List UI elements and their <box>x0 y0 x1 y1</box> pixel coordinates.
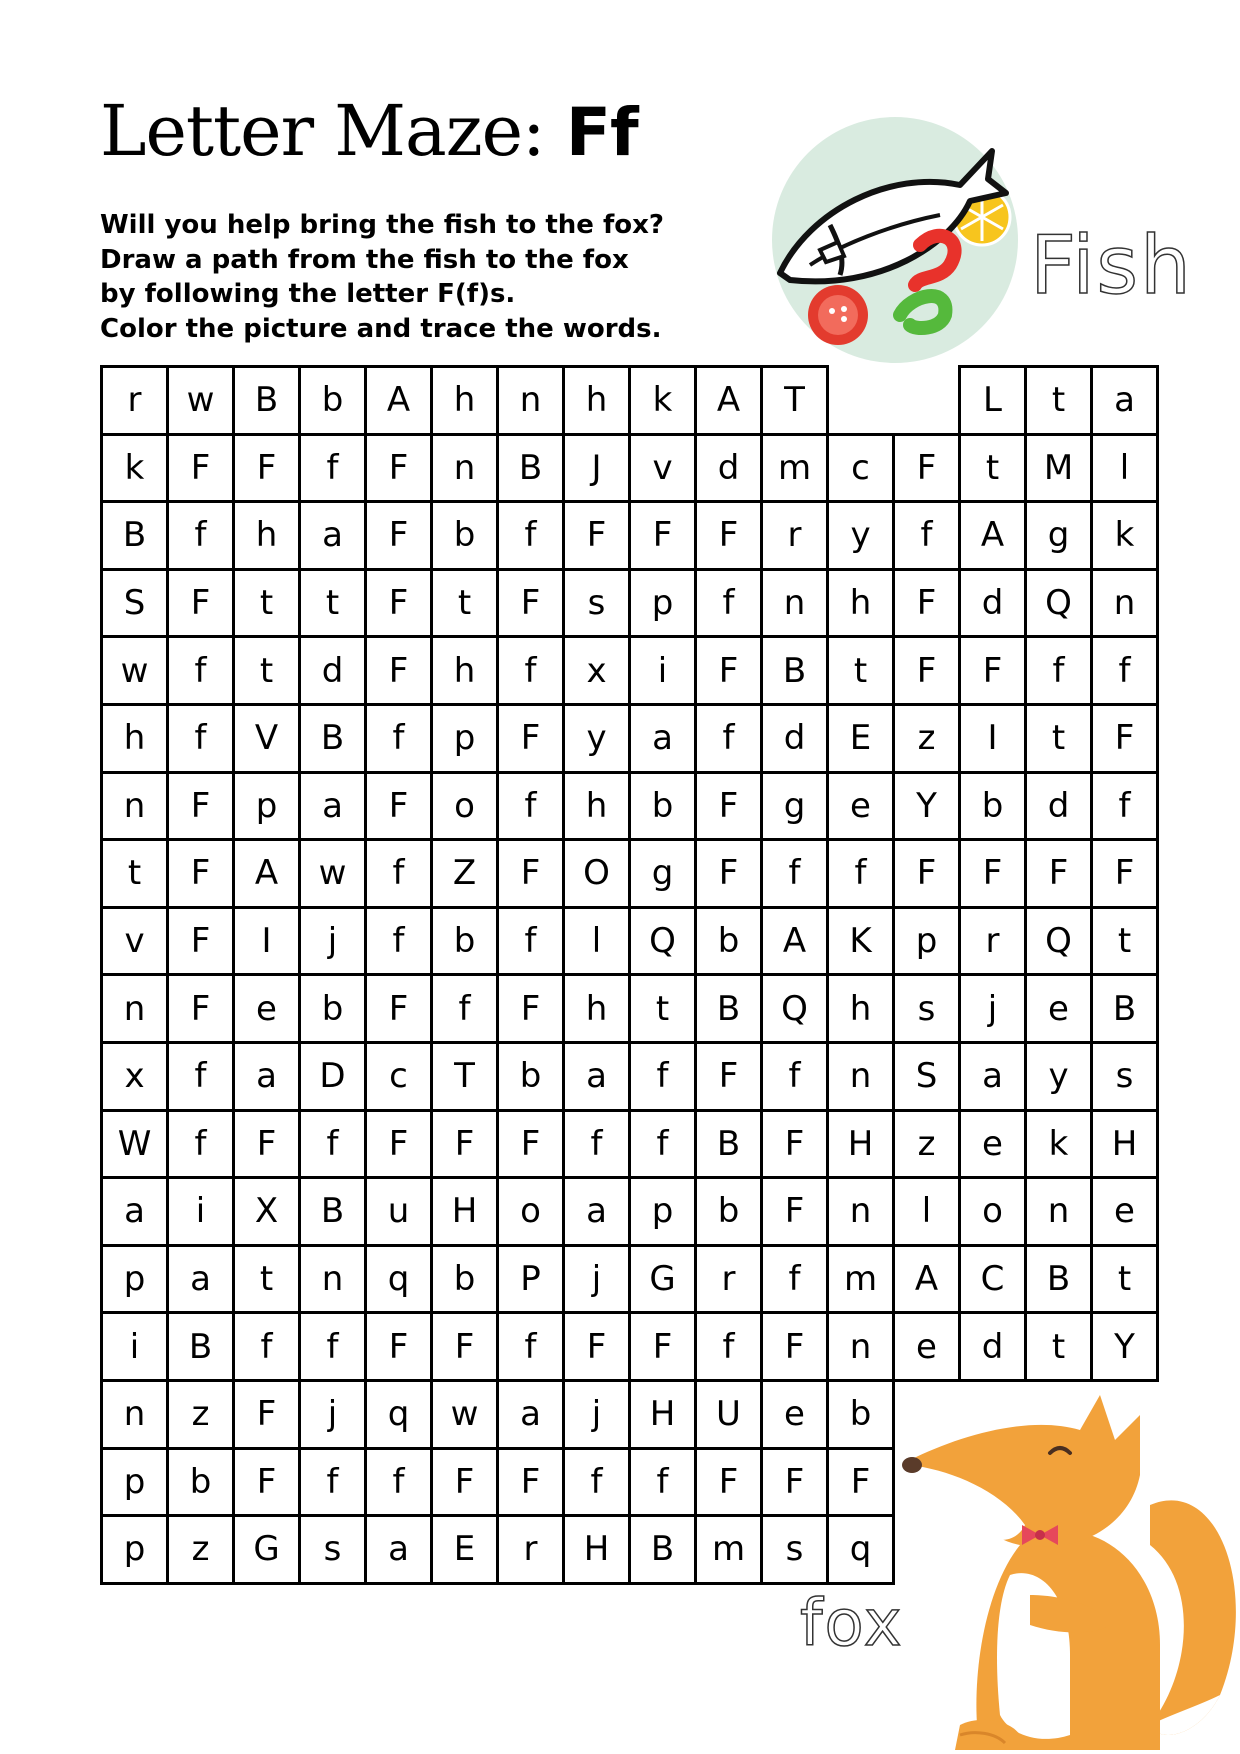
maze-cell[interactable]: F <box>496 1447 565 1518</box>
maze-cell[interactable]: f <box>496 1311 565 1382</box>
maze-cell[interactable]: h <box>826 568 895 639</box>
maze-cell[interactable]: F <box>760 1311 829 1382</box>
maze-cell[interactable]: t <box>1024 365 1093 436</box>
maze-cell[interactable]: t <box>100 838 169 909</box>
maze-cell[interactable]: r <box>694 1244 763 1315</box>
maze-cell[interactable]: F <box>694 1447 763 1518</box>
maze-cell[interactable]: b <box>430 500 499 571</box>
maze-cell[interactable]: F <box>166 973 235 1044</box>
maze-cell[interactable]: p <box>430 703 499 774</box>
maze-cell[interactable]: a <box>298 771 367 842</box>
maze-cell[interactable]: f <box>298 1311 367 1382</box>
maze-cell[interactable]: c <box>826 433 895 504</box>
maze-cell[interactable]: F <box>364 635 433 706</box>
maze-cell[interactable]: n <box>826 1176 895 1247</box>
maze-cell[interactable]: k <box>100 433 169 504</box>
maze-cell[interactable]: f <box>364 1447 433 1518</box>
maze-cell[interactable]: A <box>694 365 763 436</box>
maze-cell[interactable]: f <box>1024 635 1093 706</box>
maze-cell[interactable]: B <box>232 365 301 436</box>
maze-cell[interactable]: w <box>430 1379 499 1450</box>
maze-cell[interactable]: a <box>562 1176 631 1247</box>
maze-cell[interactable]: H <box>1090 1109 1159 1180</box>
maze-cell[interactable]: r <box>760 500 829 571</box>
maze-cell[interactable]: f <box>760 838 829 909</box>
instruction-line: Color the picture and trace the words. <box>100 313 662 344</box>
maze-cell[interactable]: h <box>562 771 631 842</box>
page-title <box>100 90 638 172</box>
maze-cell[interactable]: F <box>430 1447 499 1518</box>
fish-illustration <box>770 115 1020 365</box>
maze-cell[interactable]: z <box>166 1379 235 1450</box>
maze-cell[interactable]: F <box>232 433 301 504</box>
maze-cell[interactable]: h <box>826 973 895 1044</box>
maze-cell[interactable]: J <box>562 433 631 504</box>
instruction-line: Draw a path from the fish to the fox <box>100 244 629 275</box>
maze-cell[interactable]: a <box>298 500 367 571</box>
maze-cell[interactable]: j <box>298 906 367 977</box>
maze-cell[interactable]: F <box>562 500 631 571</box>
maze-cell[interactable]: f <box>166 1041 235 1112</box>
maze-cell[interactable]: d <box>694 433 763 504</box>
maze-cell[interactable]: t <box>232 1244 301 1315</box>
maze-cell[interactable]: s <box>892 973 961 1044</box>
maze-cell[interactable]: d <box>1024 771 1093 842</box>
maze-cell[interactable]: S <box>100 568 169 639</box>
maze-cell[interactable]: F <box>694 635 763 706</box>
maze-cell[interactable]: I <box>958 703 1027 774</box>
maze-cell[interactable]: f <box>364 703 433 774</box>
maze-cell[interactable]: Y <box>892 771 961 842</box>
maze-cell[interactable]: H <box>430 1176 499 1247</box>
maze-cell[interactable]: q <box>364 1244 433 1315</box>
maze-cell[interactable]: b <box>166 1447 235 1518</box>
maze-cell[interactable]: w <box>166 365 235 436</box>
title-prefix: Letter Maze: <box>100 90 566 172</box>
maze-cell[interactable]: F <box>166 906 235 977</box>
trace-word-fox: fox <box>800 1587 904 1661</box>
maze-cell[interactable]: F <box>166 433 235 504</box>
maze-cell[interactable]: p <box>628 1176 697 1247</box>
fox-illustration <box>900 1395 1240 1750</box>
maze-cell[interactable]: F <box>694 1041 763 1112</box>
maze-cell[interactable]: F <box>958 838 1027 909</box>
maze-cell[interactable]: h <box>562 365 631 436</box>
maze-cell[interactable]: s <box>298 1514 367 1585</box>
maze-cell[interactable]: a <box>364 1514 433 1585</box>
maze-cell[interactable]: q <box>826 1514 895 1585</box>
maze-cell[interactable]: B <box>694 973 763 1044</box>
maze-cell[interactable]: h <box>100 703 169 774</box>
maze-cell[interactable]: i <box>628 635 697 706</box>
maze-cell[interactable]: E <box>430 1514 499 1585</box>
maze-cell[interactable]: G <box>628 1244 697 1315</box>
maze-cell[interactable]: g <box>1024 500 1093 571</box>
maze-cell[interactable]: b <box>628 771 697 842</box>
maze-cell[interactable]: a <box>1090 365 1159 436</box>
maze-cell[interactable]: d <box>958 1311 1027 1382</box>
maze-cell[interactable]: y <box>562 703 631 774</box>
maze-cell[interactable]: e <box>232 973 301 1044</box>
maze-cell[interactable]: F <box>232 1447 301 1518</box>
maze-cell[interactable]: p <box>100 1244 169 1315</box>
maze-cell[interactable]: w <box>298 838 367 909</box>
maze-cell[interactable]: p <box>892 906 961 977</box>
maze-cell[interactable]: e <box>1024 973 1093 1044</box>
maze-cell[interactable]: F <box>694 771 763 842</box>
maze-cell[interactable]: F <box>892 635 961 706</box>
maze-cell[interactable]: l <box>1090 433 1159 504</box>
maze-cell[interactable]: s <box>562 568 631 639</box>
maze-cell[interactable]: e <box>826 771 895 842</box>
maze-cell[interactable]: a <box>958 1041 1027 1112</box>
maze-cell[interactable]: f <box>694 568 763 639</box>
maze-cell[interactable]: t <box>1024 1311 1093 1382</box>
maze-cell[interactable]: m <box>826 1244 895 1315</box>
fox-icon <box>900 1395 1240 1750</box>
maze-cell[interactable]: h <box>430 365 499 436</box>
maze-cell[interactable]: Q <box>1024 568 1093 639</box>
maze-cell[interactable]: F <box>694 838 763 909</box>
maze-cell[interactable]: F <box>1090 838 1159 909</box>
maze-cell[interactable]: C <box>958 1244 1027 1315</box>
maze-cell[interactable]: f <box>496 906 565 977</box>
maze-cell[interactable]: F <box>496 838 565 909</box>
maze-cell[interactable]: i <box>166 1176 235 1247</box>
maze-cell[interactable]: t <box>1090 906 1159 977</box>
maze-cell[interactable]: p <box>628 568 697 639</box>
maze-cell[interactable]: F <box>430 1109 499 1180</box>
maze-cell[interactable]: n <box>100 1379 169 1450</box>
maze-cell[interactable]: f <box>628 1041 697 1112</box>
maze-cell[interactable]: F <box>628 500 697 571</box>
maze-cell[interactable]: F <box>1024 838 1093 909</box>
maze-cell[interactable]: F <box>364 433 433 504</box>
title-letters: Ff <box>565 94 638 171</box>
maze-cell[interactable]: g <box>628 838 697 909</box>
maze-cell-gap <box>826 365 895 436</box>
maze-cell[interactable]: h <box>430 635 499 706</box>
maze-cell[interactable]: a <box>628 703 697 774</box>
maze-cell[interactable]: t <box>232 635 301 706</box>
maze-cell[interactable]: v <box>628 433 697 504</box>
maze-cell[interactable]: A <box>760 906 829 977</box>
maze-cell[interactable]: A <box>958 500 1027 571</box>
maze-cell[interactable]: b <box>694 906 763 977</box>
maze-cell[interactable]: v <box>100 906 169 977</box>
maze-cell[interactable]: f <box>298 433 367 504</box>
maze-cell[interactable]: F <box>958 635 1027 706</box>
maze-cell[interactable]: f <box>496 771 565 842</box>
maze-cell[interactable]: U <box>694 1379 763 1450</box>
maze-cell[interactable]: n <box>760 568 829 639</box>
maze-cell[interactable]: p <box>232 771 301 842</box>
maze-cell[interactable]: f <box>694 703 763 774</box>
maze-cell[interactable]: b <box>298 973 367 1044</box>
maze-cell[interactable]: B <box>496 433 565 504</box>
maze-cell[interactable]: l <box>892 1176 961 1247</box>
maze-cell[interactable]: F <box>364 973 433 1044</box>
maze-cell[interactable]: b <box>430 906 499 977</box>
maze-cell[interactable]: E <box>826 703 895 774</box>
maze-cell[interactable]: g <box>760 771 829 842</box>
maze-cell[interactable]: l <box>562 906 631 977</box>
fish-plate-icon <box>770 115 1020 365</box>
maze-cell[interactable]: a <box>232 1041 301 1112</box>
maze-cell[interactable]: f <box>628 1447 697 1518</box>
maze-cell[interactable]: L <box>958 365 1027 436</box>
maze-cell[interactable]: F <box>232 1109 301 1180</box>
maze-cell[interactable]: f <box>892 500 961 571</box>
maze-cell[interactable]: e <box>760 1379 829 1450</box>
maze-cell[interactable]: j <box>298 1379 367 1450</box>
maze-cell[interactable]: n <box>1024 1176 1093 1247</box>
maze-cell[interactable]: j <box>562 1379 631 1450</box>
maze-cell[interactable]: F <box>364 500 433 571</box>
maze-cell[interactable]: F <box>496 703 565 774</box>
maze-cell[interactable]: h <box>232 500 301 571</box>
maze-cell[interactable]: e <box>892 1311 961 1382</box>
maze-cell[interactable]: F <box>694 500 763 571</box>
maze-cell[interactable]: f <box>364 838 433 909</box>
maze-cell[interactable]: B <box>760 635 829 706</box>
maze-cell[interactable]: F <box>892 433 961 504</box>
maze-cell[interactable]: z <box>892 703 961 774</box>
maze-cell[interactable]: F <box>364 568 433 639</box>
maze-cell[interactable]: Y <box>1090 1311 1159 1382</box>
maze-cell[interactable]: f <box>166 500 235 571</box>
maze-cell[interactable]: G <box>232 1514 301 1585</box>
maze-cell[interactable]: b <box>694 1176 763 1247</box>
maze-cell[interactable]: o <box>958 1176 1027 1247</box>
maze-cell[interactable]: y <box>826 500 895 571</box>
maze-cell[interactable]: t <box>298 568 367 639</box>
maze-cell[interactable]: V <box>232 703 301 774</box>
maze-cell[interactable]: n <box>826 1311 895 1382</box>
maze-cell[interactable]: r <box>496 1514 565 1585</box>
maze-cell[interactable]: X <box>232 1176 301 1247</box>
maze-cell[interactable]: H <box>826 1109 895 1180</box>
maze-cell[interactable]: t <box>1090 1244 1159 1315</box>
maze-cell[interactable]: I <box>232 906 301 977</box>
maze-cell[interactable]: w <box>100 635 169 706</box>
maze-cell[interactable]: k <box>628 365 697 436</box>
maze-cell[interactable]: t <box>430 568 499 639</box>
maze-cell[interactable]: o <box>496 1176 565 1247</box>
maze-cell[interactable]: f <box>298 1447 367 1518</box>
maze-cell[interactable]: f <box>166 703 235 774</box>
maze-cell[interactable]: p <box>100 1514 169 1585</box>
maze-cell[interactable]: f <box>166 635 235 706</box>
instructions <box>100 208 664 346</box>
maze-cell[interactable]: F <box>166 771 235 842</box>
maze-cell[interactable]: r <box>958 906 1027 977</box>
maze-cell[interactable]: b <box>430 1244 499 1315</box>
maze-cell[interactable]: Q <box>760 973 829 1044</box>
maze-cell[interactable]: d <box>760 703 829 774</box>
maze-cell[interactable]: k <box>1090 500 1159 571</box>
maze-cell[interactable]: F <box>760 1109 829 1180</box>
maze-cell[interactable]: t <box>232 568 301 639</box>
maze-cell[interactable]: b <box>496 1041 565 1112</box>
maze-cell[interactable]: y <box>1024 1041 1093 1112</box>
maze-cell[interactable]: F <box>364 771 433 842</box>
maze-cell[interactable]: n <box>100 771 169 842</box>
maze-cell[interactable]: o <box>430 771 499 842</box>
maze-cell[interactable]: c <box>364 1041 433 1112</box>
maze-cell[interactable]: M <box>1024 433 1093 504</box>
maze-cell[interactable]: j <box>562 1244 631 1315</box>
maze-cell[interactable]: p <box>100 1447 169 1518</box>
trace-word-fish: Fish <box>1030 219 1193 312</box>
maze-cell[interactable]: F <box>364 1109 433 1180</box>
maze-cell[interactable]: s <box>1090 1041 1159 1112</box>
maze-cell[interactable]: F <box>166 838 235 909</box>
maze-cell[interactable]: H <box>628 1379 697 1450</box>
maze-cell[interactable]: S <box>892 1041 961 1112</box>
maze-cell[interactable]: F <box>496 568 565 639</box>
maze-cell[interactable]: F <box>826 1447 895 1518</box>
maze-cell[interactable]: A <box>364 365 433 436</box>
maze-cell[interactable]: u <box>364 1176 433 1247</box>
maze-cell[interactable]: e <box>1090 1176 1159 1247</box>
maze-cell[interactable]: f <box>760 1041 829 1112</box>
maze-cell[interactable]: F <box>628 1311 697 1382</box>
maze-cell[interactable]: t <box>628 973 697 1044</box>
maze-cell[interactable]: f <box>364 906 433 977</box>
maze-cell[interactable]: r <box>100 365 169 436</box>
maze-cell[interactable]: B <box>694 1109 763 1180</box>
maze-cell[interactable]: B <box>298 1176 367 1247</box>
maze-cell[interactable]: f <box>496 500 565 571</box>
maze-cell[interactable]: F <box>496 973 565 1044</box>
maze-cell[interactable]: j <box>958 973 1027 1044</box>
maze-cell[interactable]: q <box>364 1379 433 1450</box>
maze-cell[interactable]: F <box>232 1379 301 1450</box>
maze-cell[interactable]: Q <box>1024 906 1093 977</box>
maze-cell[interactable]: b <box>298 365 367 436</box>
maze-cell[interactable]: Z <box>430 838 499 909</box>
maze-cell[interactable]: a <box>496 1379 565 1450</box>
maze-cell[interactable]: f <box>496 635 565 706</box>
maze-cell[interactable]: F <box>496 1109 565 1180</box>
maze-cell[interactable]: n <box>1090 568 1159 639</box>
maze-cell[interactable]: x <box>100 1041 169 1112</box>
maze-cell[interactable]: F <box>760 1447 829 1518</box>
maze-cell[interactable]: A <box>892 1244 961 1315</box>
maze-cell[interactable]: a <box>562 1041 631 1112</box>
maze-cell[interactable]: T <box>430 1041 499 1112</box>
maze-cell[interactable]: a <box>100 1176 169 1247</box>
maze-cell[interactable]: D <box>298 1041 367 1112</box>
maze-cell[interactable]: f <box>694 1311 763 1382</box>
maze-cell[interactable]: n <box>826 1041 895 1112</box>
maze-cell[interactable]: A <box>232 838 301 909</box>
maze-cell[interactable]: d <box>958 568 1027 639</box>
maze-cell[interactable]: B <box>628 1514 697 1585</box>
maze-cell[interactable]: s <box>760 1514 829 1585</box>
maze-cell[interactable]: O <box>562 838 631 909</box>
maze-cell[interactable]: f <box>298 1109 367 1180</box>
maze-cell[interactable]: t <box>958 433 1027 504</box>
maze-cell[interactable]: e <box>958 1109 1027 1180</box>
maze-cell[interactable]: B <box>1090 973 1159 1044</box>
maze-cell[interactable]: f <box>430 973 499 1044</box>
maze-cell[interactable]: a <box>166 1244 235 1315</box>
maze-cell[interactable]: t <box>1024 703 1093 774</box>
maze-cell[interactable]: B <box>100 500 169 571</box>
maze-cell[interactable]: W <box>100 1109 169 1180</box>
maze-cell[interactable]: b <box>826 1379 895 1450</box>
maze-cell[interactable]: f <box>166 1109 235 1180</box>
maze-cell-gap <box>892 365 961 436</box>
maze-cell[interactable]: k <box>1024 1109 1093 1180</box>
maze-cell[interactable]: F <box>364 1311 433 1382</box>
maze-cell[interactable]: H <box>562 1514 631 1585</box>
maze-cell[interactable]: Q <box>628 906 697 977</box>
maze-cell[interactable]: f <box>760 1244 829 1315</box>
instruction-line: by following the letter F(f)s. <box>100 279 516 309</box>
maze-cell[interactable]: n <box>100 973 169 1044</box>
maze-cell[interactable]: T <box>760 365 829 436</box>
maze-cell[interactable]: f <box>628 1109 697 1180</box>
maze-cell[interactable]: F <box>1090 703 1159 774</box>
maze-cell[interactable]: b <box>958 771 1027 842</box>
maze-cell[interactable]: B <box>1024 1244 1093 1315</box>
maze-cell[interactable]: F <box>166 568 235 639</box>
maze-cell[interactable]: x <box>562 635 631 706</box>
maze-cell[interactable]: m <box>760 433 829 504</box>
maze-cell[interactable]: K <box>826 906 895 977</box>
maze-cell[interactable]: t <box>826 635 895 706</box>
maze-cell[interactable]: z <box>166 1514 235 1585</box>
maze-cell[interactable]: f <box>232 1311 301 1382</box>
maze-cell[interactable]: F <box>430 1311 499 1382</box>
maze-cell[interactable]: z <box>892 1109 961 1180</box>
maze-cell[interactable]: h <box>562 973 631 1044</box>
maze-cell[interactable]: n <box>430 433 499 504</box>
instruction-line: Will you help bring the fish to the fox? <box>100 210 665 240</box>
maze-cell[interactable]: m <box>694 1514 763 1585</box>
maze-cell[interactable]: P <box>496 1244 565 1315</box>
maze-cell[interactable]: f <box>1090 771 1159 842</box>
maze-cell[interactable]: d <box>298 635 367 706</box>
maze-cell[interactable]: F <box>562 1311 631 1382</box>
maze-cell[interactable]: f <box>562 1447 631 1518</box>
maze-cell[interactable]: F <box>892 568 961 639</box>
maze-cell[interactable]: f <box>562 1109 631 1180</box>
maze-cell[interactable]: n <box>496 365 565 436</box>
maze-cell[interactable]: B <box>298 703 367 774</box>
maze-cell[interactable]: i <box>100 1311 169 1382</box>
maze-cell[interactable]: F <box>892 838 961 909</box>
maze-cell[interactable]: f <box>1090 635 1159 706</box>
maze-cell[interactable]: n <box>298 1244 367 1315</box>
maze-cell[interactable]: F <box>760 1176 829 1247</box>
maze-cell[interactable]: B <box>166 1311 235 1382</box>
maze-cell[interactable]: f <box>826 838 895 909</box>
